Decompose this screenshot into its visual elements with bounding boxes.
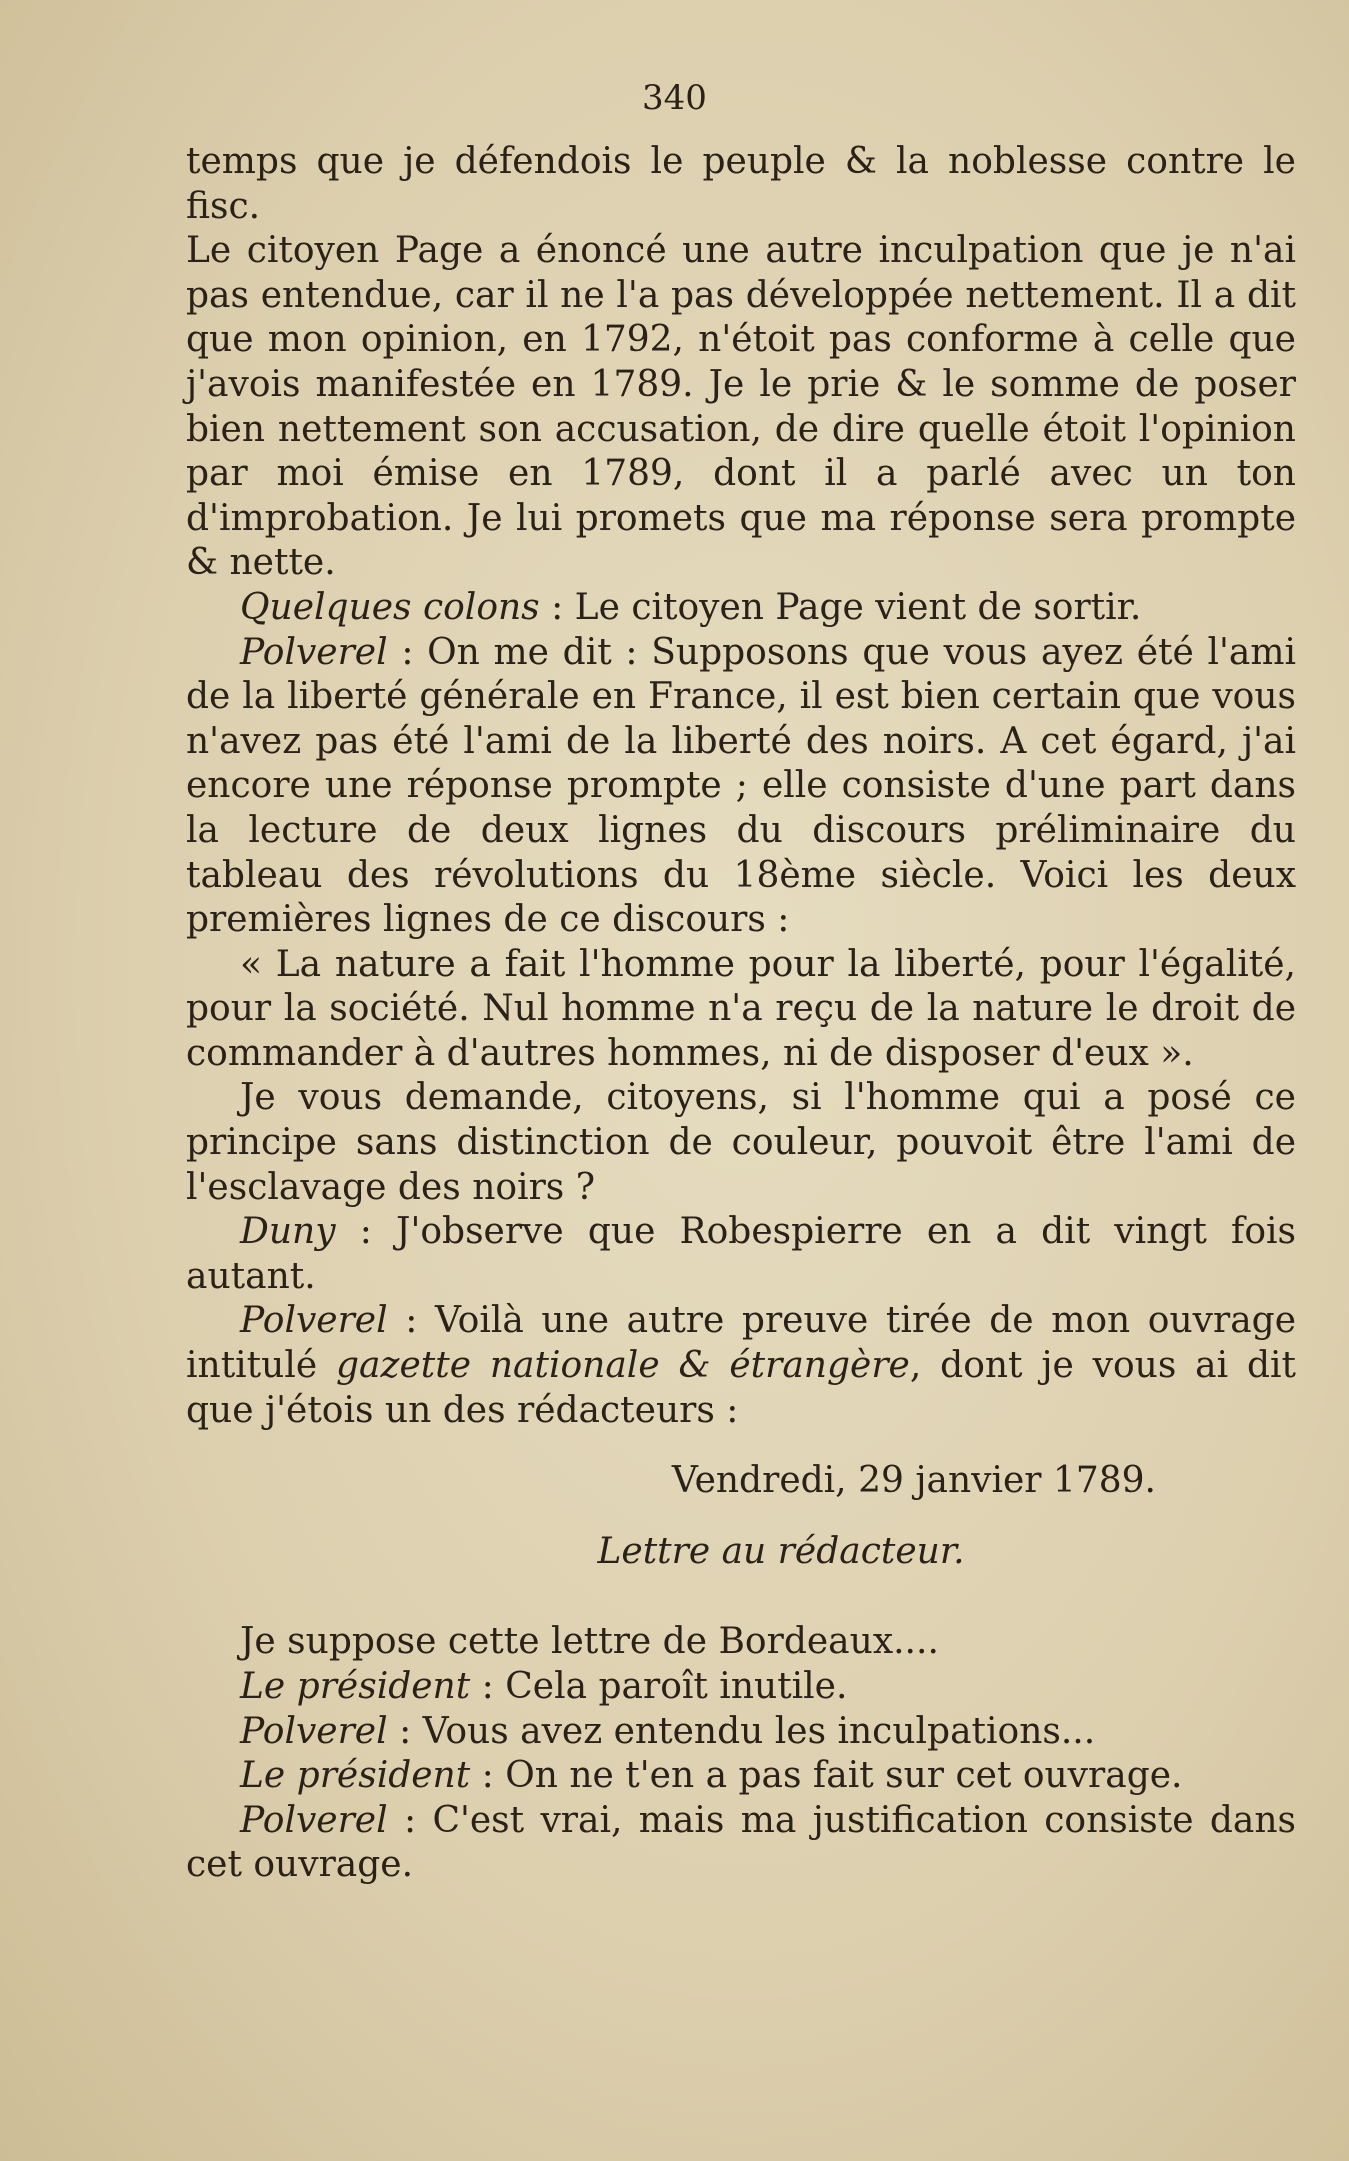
dialogue-line: Polverel : Vous avez entendu les inculpations... bbox=[240, 1710, 1096, 1752]
paragraph-polverel-reply: Polverel : On me dit : Supposons que vous ayez été l'ami de la liberté générale en France, il est bien certain que vous n'avez pas été l'ami de la liberté des noirs. A cet égard, j'ai encore une réponse prompte ; elle consiste d'une part dans la lecture de deux lignes du discours préliminaire du tableau des révolutions du 18ème siècle. Voici les deux premières lignes de ce discours : bbox=[186, 631, 1297, 941]
page-number: 340 bbox=[642, 78, 707, 118]
speaker: Polverel bbox=[240, 1799, 388, 1841]
work-title: gazette nationale & étrangère bbox=[336, 1345, 910, 1387]
speaker: Le président bbox=[240, 1666, 471, 1707]
dialogue-line: Polverel : C'est vrai, mais ma justification consiste dans cet ouvrage. bbox=[186, 1799, 1296, 1886]
paragraph-continuation: temps que je défendois le peuple & la noblesse contre le fisc. bbox=[186, 141, 1296, 227]
letter-date: Vendredi, 29 janvier 1789. bbox=[671, 1460, 1156, 1502]
speaker: Polverel bbox=[240, 631, 388, 673]
paragraph-page-accusation: Le citoyen Page a énoncé une autre inculpation que je n'ai pas entendue, car il ne l'a pas développée nettement. Il a dit que mon opinion, en 1792, n'étoit pas conforme à celle que j'avois manifestée en 1789. Je le prie & le somme de poser bien nettement son accusation, de dire quelle étoit l'opinion par moi émise en 1789, dont il a parlé avec un ton d'improbation. Je lui promets que ma réponse sera prompte & nette. bbox=[186, 230, 1296, 584]
dialogue-line: Je suppose cette lettre de Bordeaux.... bbox=[240, 1621, 939, 1663]
paragraph-polverel-proof: Polverel : Voilà une autre preuve tirée de mon ouvrage intitulé gazette nationale & étrangère, dont je vous ai dit que j'étois un des rédacteurs : bbox=[186, 1300, 1297, 1431]
quotation: « La nature a fait l'homme pour la liberté, pour l'égalité, pour la société. Nul homme n'a reçu de la nature le droit de commander à d'autres hommes, ni de disposer d'eux ». bbox=[186, 943, 1296, 1074]
paragraph-duny: Duny : J'observe que Robespierre en a dit vingt fois autant. bbox=[186, 1211, 1296, 1297]
dialogue-line: Le président : On ne t'en a pas fait sur cet ouvrage. bbox=[240, 1755, 1183, 1797]
paragraph-question: Je vous demande, citoyens, si l'homme qui a posé ce principe sans distinction de couleur, pouvoit être l'ami de l'esclavage des noirs ? bbox=[186, 1077, 1296, 1208]
speaker: Quelques colons bbox=[240, 586, 540, 628]
dialogue-line: Le président : Cela paroît inutile. bbox=[240, 1666, 848, 1707]
speaker: Le président bbox=[240, 1755, 471, 1797]
page-text bbox=[186, 140, 1296, 1888]
paragraph-colons: Quelques colons : Le citoyen Page vient de sortir. bbox=[240, 586, 1142, 628]
speaker: Polverel bbox=[240, 1300, 388, 1342]
speaker: Duny bbox=[240, 1211, 336, 1253]
speaker: Polverel bbox=[240, 1710, 388, 1752]
letter-title: Lettre au rédacteur. bbox=[597, 1530, 965, 1572]
